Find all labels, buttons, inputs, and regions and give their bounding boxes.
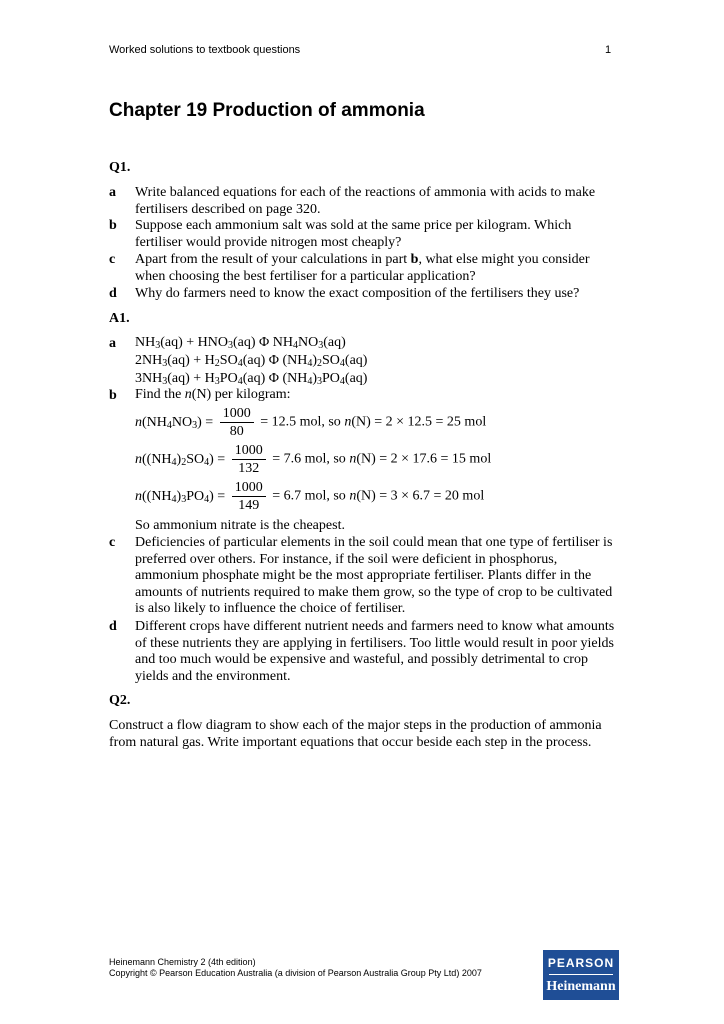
logo-divider (549, 974, 613, 975)
fraction: $\frac{1000}{80}$ (220, 405, 254, 440)
q1-item-a (109, 185, 619, 218)
item-label: d (109, 286, 117, 301)
pearson-heinemann-logo (543, 950, 619, 1000)
footer-copyright: Copyright © Pearson Education Australia (a division of Pearson Australia Group Pty Ltd) 2007 (109, 968, 482, 978)
q2-heading: Q2. (109, 693, 131, 708)
item-label: d (109, 619, 117, 634)
b-intro: Find the n(N) per kilogram: (135, 387, 291, 402)
item-text: Different crops have different nutrient needs and farmers need to know what amounts of these nutrients they are applying in fertilisers. Too little would result in poor yields and too much would be expensive and wasteful, and possibly detrimental to crop yields and the environment. (135, 619, 615, 684)
equation-2: $2NH_3(aq) + H_2SO_4(aq)$ Φ $(NH_4)_2SO_4(aq)$ (135, 353, 368, 369)
item-label: a (109, 185, 116, 200)
fraction: $\frac{1000}{132}$ (232, 442, 266, 477)
running-header: Worked solutions to textbook questions (109, 44, 301, 56)
logo-bottom-text: Heinemann (546, 979, 616, 994)
item-label: c (109, 252, 116, 267)
a1-item-b-label: b (109, 388, 117, 403)
equation-1: $NH_3(aq) + HNO_3(aq)$ Φ $NH_4NO_3(aq)$ (135, 335, 346, 351)
q1-item-d (109, 286, 619, 303)
q1-item-b (109, 218, 619, 251)
q2-text: Construct a flow diagram to show each of the major steps in the production of ammonia from natural gas. Write important equations that occur beside each step in the process. (109, 718, 602, 750)
a1-heading: A1. (109, 311, 130, 326)
calculation-3: $n((NH_4)_3PO_4)$ = $\frac{1000}{149}$ = 6.7 mol, so n(N) = 3 × 6.7 = 20 mol (135, 480, 485, 513)
item-text: Write balanced equations for each of the reactions of ammonia with acids to make fertilisers described on page 320. (135, 185, 596, 217)
footer-book-title: Heinemann Chemistry 2 (4th edition) (109, 957, 256, 967)
item-label: b (109, 218, 117, 233)
item-text: Deficiencies of particular elements in the soil could mean that one type of fertiliser is preferred over others. For instance, if the soil were deficient in phosphorus, ammonium phosphate might be the most appropriate fertiliser. Plants differ in the amounts of nutrients required to make them grow, so the type of crop to be cultivated is also likely to influence the choice of fertiliser. (135, 535, 613, 616)
page-title: Chapter 19 Production of ammonia (109, 100, 425, 121)
item-text: Apart from the result of your calculations in part b, what else might you consider when choosing the best fertiliser for a particular application? (135, 252, 590, 284)
fraction: $\frac{1000}{149}$ (232, 479, 266, 514)
calculation-1: $n(NH_4NO_3)$ = $\frac{1000}{80}$ = 12.5 mol, so n(N) = 2 × 12.5 = 25 mol (135, 406, 487, 439)
a1-item-c (109, 535, 619, 618)
item-label: c (109, 535, 116, 550)
a1-item-a-label: a (109, 336, 116, 351)
a1-item-d (109, 619, 619, 685)
q1-heading: Q1. (109, 160, 131, 175)
q1-item-c (109, 252, 619, 285)
logo-top-text: PEARSON (547, 956, 615, 970)
calculation-2: $n((NH_4)_2SO_4)$ = $\frac{1000}{132}$ = 7.6 mol, so n(N) = 2 × 17.6 = 15 mol (135, 443, 492, 476)
equation-3: $3NH_3(aq) + H_3PO_4(aq)$ Φ $(NH_4)_3PO_4(aq)$ (135, 371, 368, 387)
item-text: Suppose each ammonium salt was sold at the same price per kilogram. Which fertiliser would provide nitrogen most cheaply? (135, 218, 572, 250)
page-number: 1 (605, 44, 612, 56)
b-conclusion: So ammonium nitrate is the cheapest. (135, 518, 345, 533)
item-text: Why do farmers need to know the exact composition of the fertilisers they use? (135, 286, 580, 301)
